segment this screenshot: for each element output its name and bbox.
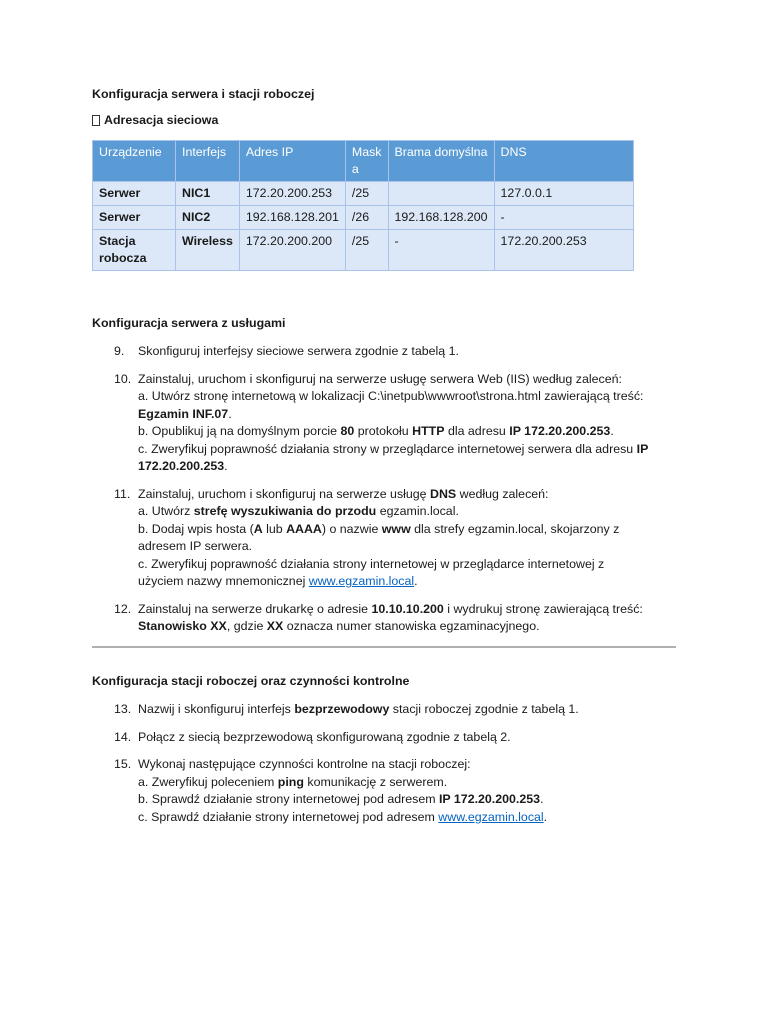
text: Nazwij i skonfiguruj interfejs: [138, 702, 295, 716]
table-cell: /25: [345, 230, 388, 271]
bold-text: IP 172.20.200.253: [438, 792, 541, 806]
text: .: [228, 406, 232, 421]
addressing-table: [92, 140, 634, 271]
table-cell: [388, 182, 494, 206]
text: protokołu: [354, 424, 413, 438]
hyperlink[interactable]: www.egzamin.local: [308, 574, 415, 588]
bold-text: Stanowisko XX: [138, 619, 227, 633]
text: b. Dodaj wpis hosta (: [138, 521, 254, 536]
hyperlink[interactable]: www.egzamin.local: [438, 809, 544, 824]
table-cell: NIC1: [176, 182, 240, 206]
table-cell: /25: [345, 182, 388, 206]
table-row: [93, 182, 634, 206]
workstation-task-list: [92, 701, 652, 836]
list-item-line: [138, 756, 652, 774]
table-cell: Wireless: [176, 230, 240, 271]
text: dla adresu: [444, 424, 510, 438]
text: ) o nazwie: [321, 521, 382, 536]
bold-text: bezprzewodowy: [294, 702, 390, 716]
text: .: [610, 424, 614, 438]
table-cell: 192.168.128.200: [388, 206, 494, 230]
text: według zaleceń:: [456, 486, 549, 501]
table-cell: 192.168.128.201: [239, 206, 345, 230]
list-item-number: 9.: [114, 344, 125, 358]
table-cell: Stacja robocza: [93, 230, 176, 271]
list-item: [92, 371, 652, 476]
list-item-number: 15.: [114, 757, 132, 771]
table-cell: 172.20.200.253: [239, 182, 345, 206]
list-item-line: [138, 809, 652, 827]
table-cell: Serwer: [93, 206, 176, 230]
text: Zainstaluj, uruchom i skonfiguruj na serwerze usługę serwera Web (IIS) według zaleceń:: [138, 371, 622, 386]
horizontal-divider: [92, 646, 676, 648]
bold-text: strefę wyszukiwania do przodu: [193, 504, 377, 518]
bold-text: A: [253, 521, 263, 536]
table-header-cell: DNS: [494, 141, 633, 182]
table-cell: NIC2: [176, 206, 240, 230]
text: c. Sprawdź działanie strony internetowej pod adresem: [138, 809, 439, 824]
section-heading-server: Konfiguracja serwera z usługami: [92, 316, 286, 330]
list-item-line: [138, 441, 652, 476]
list-item-line: [138, 791, 652, 809]
text: b. Sprawdź działanie strony internetowej pod adresem: [138, 792, 439, 806]
table-header-cell: Mask a: [345, 141, 388, 182]
table-cell: 172.20.200.253: [494, 230, 633, 271]
section-heading-workstation: Konfiguracja stacji roboczej oraz czynności kontrolne: [92, 674, 410, 688]
checkbox-icon: [92, 115, 100, 126]
text: c. Zweryfikuj poprawność działania strony internetowej w przeglądarce internetowej z użyciem nazwy mnemonicznej: [138, 556, 605, 588]
bold-text: AAAA: [286, 521, 322, 536]
list-item-line: [138, 388, 652, 423]
list-item-line: [138, 521, 652, 556]
list-item-number: 14.: [114, 729, 132, 744]
list-item-line: [138, 556, 652, 591]
document-title: Konfiguracja serwera i stacji roboczej: [92, 87, 315, 101]
text: .: [540, 792, 544, 806]
list-item-line: [138, 729, 652, 747]
list-item-number: 13.: [114, 702, 132, 716]
list-item-line: [138, 343, 652, 361]
server-task-list: [92, 343, 652, 646]
list-item: [92, 486, 652, 591]
list-item-line: [138, 486, 652, 504]
text: komunikację z serwerem.: [303, 774, 448, 789]
section-heading-addressing: [92, 113, 218, 127]
text: stacji roboczej zgodnie z tabelą 1.: [389, 702, 579, 716]
text: , gdzie: [226, 619, 267, 633]
table-row: [93, 230, 634, 271]
list-item-number: 11.: [114, 486, 131, 501]
table-cell: -: [494, 206, 633, 230]
list-item-line: [138, 423, 652, 441]
bold-text: Egzamin INF.07: [138, 406, 229, 421]
text: c. Zweryfikuj poprawność działania strony w przeglądarce internetowej serwera dla adresu: [138, 441, 637, 456]
text: .: [224, 459, 228, 473]
table-header-cell: Urządzenie: [93, 141, 176, 182]
text: Połącz z siecią bezprzewodową skonfigurowaną zgodnie z tabelą 2.: [138, 729, 511, 744]
table-header-row: [93, 141, 634, 182]
text: a. Utwórz stronę internetową w lokalizacji C:\inetpub\wwwroot\strona.html zawierającą treść:: [138, 389, 644, 403]
bold-text: www: [381, 521, 411, 536]
text: Zainstaluj na serwerze drukarkę o adresie: [138, 601, 372, 616]
bold-text: HTTP: [412, 424, 445, 438]
bold-text: IP 172.20.200.253: [138, 441, 649, 473]
bold-text: ping: [277, 774, 304, 789]
section-heading-label: Adresacja sieciowa: [104, 113, 219, 127]
list-item: [92, 701, 652, 719]
text: a. Utwórz: [138, 504, 194, 518]
bold-text: DNS: [430, 486, 457, 501]
bold-text: 10.10.10.200: [371, 601, 444, 616]
text: .: [414, 574, 418, 588]
list-item-number: 10.: [114, 371, 132, 386]
list-item: [92, 343, 652, 361]
list-item-line: [138, 701, 652, 719]
list-item-line: [138, 371, 652, 389]
list-item: [92, 601, 652, 636]
list-item: [92, 756, 652, 826]
list-item-line: [138, 503, 652, 521]
bold-text: XX: [266, 619, 284, 633]
table-cell: /26: [345, 206, 388, 230]
table-header-cell: Interfejs: [176, 141, 240, 182]
table-cell: Serwer: [93, 182, 176, 206]
text: Wykonaj następujące czynności kontrolne na stacji roboczej:: [138, 757, 471, 771]
bold-text: 80: [340, 424, 355, 438]
table-row: [93, 206, 634, 230]
text: a. Zweryfikuj poleceniem: [138, 774, 278, 789]
table-cell: -: [388, 230, 494, 271]
table-header-cell: Brama domyślna: [388, 141, 494, 182]
text: dla strefy egzamin.local, skojarzony z adresem IP serwera.: [138, 521, 620, 553]
table-cell: 172.20.200.200: [239, 230, 345, 271]
bold-text: IP 172.20.200.253: [509, 424, 611, 438]
text: egzamin.local.: [376, 504, 459, 518]
list-item: [92, 729, 652, 747]
text: .: [543, 809, 548, 824]
text: oznacza numer stanowiska egzaminacyjnego.: [283, 619, 540, 633]
text: b. Opublikuj ją na domyślnym porcie: [138, 424, 341, 438]
table-cell: 127.0.0.1: [494, 182, 633, 206]
text: i wydrukuj stronę zawierającą treść:: [443, 601, 643, 616]
list-item-line: [138, 774, 652, 792]
text: Zainstaluj, uruchom i skonfiguruj na serwerze usługę: [138, 486, 431, 501]
text: lub: [262, 521, 287, 536]
table-header-cell: Adres IP: [239, 141, 345, 182]
text: Skonfiguruj interfejsy sieciowe serwera zgodnie z tabelą 1.: [138, 344, 459, 358]
list-item-number: 12.: [114, 601, 132, 616]
list-item-line: [138, 601, 652, 636]
